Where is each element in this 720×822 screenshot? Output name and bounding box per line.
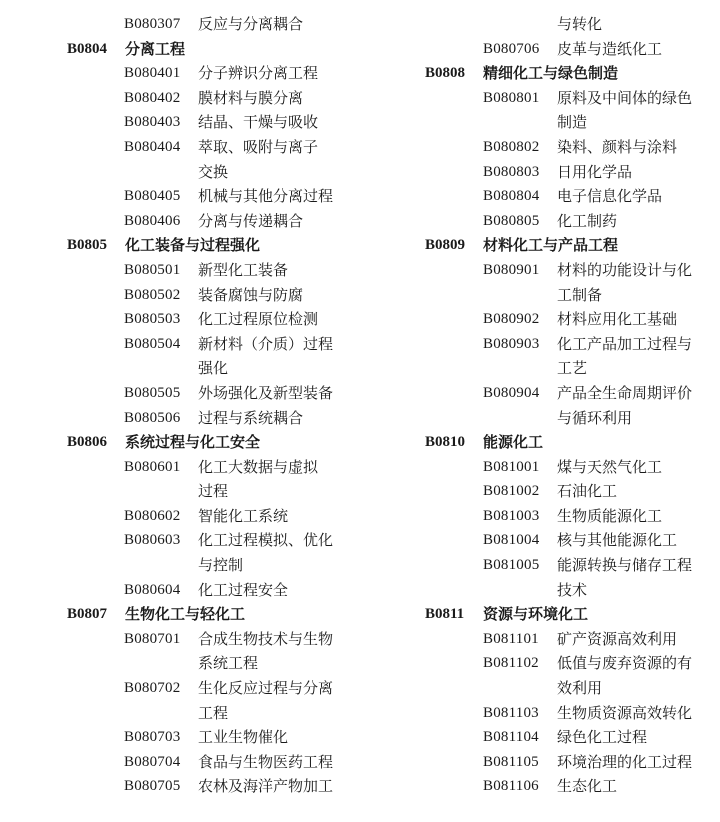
item-code: B080801 [483, 89, 540, 106]
item-title-continuation: 技术 [557, 580, 588, 599]
item-title: 新材料（介质）过程 [198, 334, 334, 353]
item-title: 食品与生物医药工程 [198, 752, 334, 771]
list-item [67, 578, 367, 603]
section-heading [67, 602, 367, 627]
section-heading [425, 61, 715, 86]
item-code: B081003 [483, 507, 540, 524]
item-title: 生物质能源化工 [557, 506, 663, 525]
list-item [425, 332, 715, 357]
item-title: 材料应用化工基础 [557, 310, 678, 329]
section-code: B0811 [425, 606, 465, 623]
item-title-continuation: 系统工程 [198, 654, 259, 673]
item-code: B080803 [483, 163, 540, 180]
list-item [425, 37, 715, 62]
item-title-continuation: 与转化 [557, 15, 603, 33]
list-item [425, 701, 715, 726]
item-title: 农林及海洋产物加工 [198, 777, 334, 796]
list-item [425, 750, 715, 775]
item-title: 分离与传递耦合 [198, 211, 304, 230]
item-title: 装备腐蚀与防腐 [198, 285, 304, 304]
item-title: 矿产资源高效利用 [557, 629, 678, 648]
item-title: 过程与系统耦合 [198, 408, 304, 427]
list-item [425, 504, 715, 529]
item-code: B080802 [483, 138, 540, 155]
section-title: 材料化工与产品工程 [483, 236, 619, 255]
item-title: 化工大数据与虚拟 [198, 457, 319, 476]
section-code: B0810 [425, 434, 466, 451]
list-item [67, 61, 367, 86]
list-item [425, 381, 715, 406]
list-item [425, 479, 715, 504]
item-title: 环境治理的化工过程 [557, 752, 693, 771]
item-code: B080704 [124, 753, 181, 770]
list-item [425, 725, 715, 750]
section-heading [425, 430, 715, 455]
item-code: B080307 [124, 16, 181, 32]
item-title-continuation: 工艺 [557, 359, 588, 378]
list-item [67, 135, 367, 160]
item-code: B080903 [483, 335, 540, 352]
item-code: B080406 [124, 212, 181, 229]
item-code: B080904 [483, 384, 540, 401]
section-code: B0808 [425, 65, 466, 82]
item-title: 低值与废弃资源的有 [557, 654, 693, 673]
list-item [67, 283, 367, 308]
item-title: 染料、颜料与涂料 [557, 137, 678, 156]
item-code: B081105 [483, 753, 539, 770]
item-title-continuation: 工程 [198, 703, 229, 722]
section-heading [67, 430, 367, 455]
item-code: B080703 [124, 729, 181, 746]
item-code: B080702 [124, 680, 181, 697]
item-code: B080902 [483, 311, 540, 328]
item-title: 化工过程原位检测 [198, 310, 319, 329]
list-item [425, 184, 715, 209]
item-code: B080403 [124, 114, 181, 131]
section-title: 化工装备与过程强化 [125, 236, 261, 255]
list-item [67, 750, 367, 775]
item-code: B081001 [483, 458, 540, 475]
list-item [425, 553, 715, 578]
item-code: B080804 [483, 188, 540, 205]
section-title: 系统过程与化工安全 [125, 433, 261, 452]
item-title-continuation: 工制备 [557, 285, 603, 304]
item-code: B080505 [124, 384, 181, 401]
item-code: B080504 [124, 335, 181, 352]
list-item [425, 528, 715, 553]
item-title: 结晶、干燥与吸收 [198, 113, 319, 132]
item-title: 能源转换与储存工程 [557, 556, 693, 575]
list-item [425, 307, 715, 332]
list-item [67, 12, 367, 37]
left-column [67, 12, 367, 799]
item-code: B080503 [124, 311, 181, 328]
list-item [425, 86, 715, 111]
section-code: B0805 [67, 237, 108, 254]
right-column [425, 12, 715, 799]
list-item [425, 209, 715, 234]
item-code: B081103 [483, 704, 539, 721]
item-title: 化工制药 [557, 211, 618, 230]
section-heading [67, 233, 367, 258]
item-title: 智能化工系统 [198, 506, 289, 525]
list-item [67, 504, 367, 529]
list-item [67, 676, 367, 701]
item-code: B080405 [124, 188, 181, 205]
item-code: B080502 [124, 286, 181, 303]
item-title-continuation: 过程 [198, 482, 229, 501]
item-title: 煤与天然气化工 [557, 457, 663, 476]
item-title-continuation: 效利用 [557, 679, 603, 698]
section-code: B0804 [67, 40, 108, 57]
item-title: 化工产品加工过程与 [557, 334, 693, 353]
list-item [425, 651, 715, 676]
list-item [425, 774, 715, 799]
item-code: B080501 [124, 261, 181, 278]
item-title: 化工过程模拟、优化 [198, 531, 334, 550]
item-code: B080705 [124, 778, 181, 795]
list-item [67, 381, 367, 406]
item-code: B080706 [483, 40, 540, 57]
section-title: 资源与环境化工 [483, 605, 589, 624]
item-title: 原料及中间体的绿色 [557, 88, 693, 107]
list-item [67, 455, 367, 480]
item-code: B080604 [124, 581, 181, 598]
list-item [67, 774, 367, 799]
list-item [425, 627, 715, 652]
section-title: 生物化工与轻化工 [125, 605, 246, 624]
item-title: 生物质资源高效转化 [557, 703, 693, 722]
item-code: B081004 [483, 532, 540, 549]
item-title: 石油化工 [557, 482, 618, 501]
list-item [425, 160, 715, 185]
section-heading [67, 37, 367, 62]
section-title: 分离工程 [125, 39, 186, 58]
list-item [67, 332, 367, 357]
item-title: 化工过程安全 [198, 580, 289, 599]
item-title: 日用化学品 [557, 162, 633, 181]
list-item [67, 110, 367, 135]
item-code: B081002 [483, 483, 540, 500]
list-item [67, 406, 367, 431]
item-code: B080701 [124, 630, 181, 647]
item-code: B081101 [483, 630, 539, 647]
item-code: B080506 [124, 409, 181, 426]
item-title: 生态化工 [557, 777, 618, 796]
section-heading [425, 233, 715, 258]
list-item [67, 627, 367, 652]
item-title: 萃取、吸附与离子 [198, 137, 319, 156]
item-title: 外场强化及新型装备 [198, 383, 334, 402]
section-code: B0807 [67, 606, 108, 623]
list-item [425, 258, 715, 283]
item-title: 材料的功能设计与化 [557, 260, 693, 279]
item-title: 皮革与造纸化工 [557, 39, 663, 58]
list-item [425, 455, 715, 480]
item-title: 反应与分离耦合 [198, 15, 304, 33]
item-title: 产品全生命周期评价 [557, 383, 693, 402]
item-title: 工业生物催化 [198, 728, 289, 747]
item-title: 分子辨识分离工程 [198, 64, 319, 83]
item-code: B080805 [483, 212, 540, 229]
item-code: B080402 [124, 89, 181, 106]
item-title-continuation: 强化 [198, 359, 229, 378]
item-title-continuation: 制造 [557, 113, 588, 132]
item-code: B080601 [124, 458, 181, 475]
item-code: B081104 [483, 729, 539, 746]
list-item [67, 86, 367, 111]
item-title: 新型化工装备 [198, 260, 289, 279]
item-title: 生化反应过程与分离 [198, 679, 334, 698]
item-code: B080603 [124, 532, 181, 549]
item-code: B080401 [124, 65, 181, 82]
item-title: 核与其他能源化工 [557, 531, 678, 550]
item-title-continuation: 与循环利用 [557, 408, 633, 427]
list-item [67, 725, 367, 750]
item-title-continuation: 与控制 [198, 556, 244, 575]
item-code: B081102 [483, 655, 539, 672]
list-item [67, 528, 367, 553]
item-title: 机械与其他分离过程 [198, 187, 334, 206]
item-code: B080404 [124, 138, 181, 155]
list-item [67, 209, 367, 234]
section-code: B0806 [67, 434, 108, 451]
item-code: B080901 [483, 261, 540, 278]
section-code: B0809 [425, 237, 466, 254]
section-heading [425, 602, 715, 627]
item-code: B080602 [124, 507, 181, 524]
item-code: B081106 [483, 778, 539, 795]
item-title: 合成生物技术与生物 [198, 629, 334, 648]
list-item [425, 135, 715, 160]
item-code: B081005 [483, 557, 540, 574]
item-title: 电子信息化学品 [557, 187, 663, 206]
item-title-continuation: 交换 [198, 162, 229, 181]
list-item [67, 258, 367, 283]
item-title: 膜材料与膜分离 [198, 88, 304, 107]
section-title: 精细化工与绿色制造 [483, 64, 619, 83]
list-item [67, 307, 367, 332]
section-title: 能源化工 [483, 433, 544, 452]
item-title: 绿色化工过程 [557, 728, 648, 747]
list-item [67, 184, 367, 209]
